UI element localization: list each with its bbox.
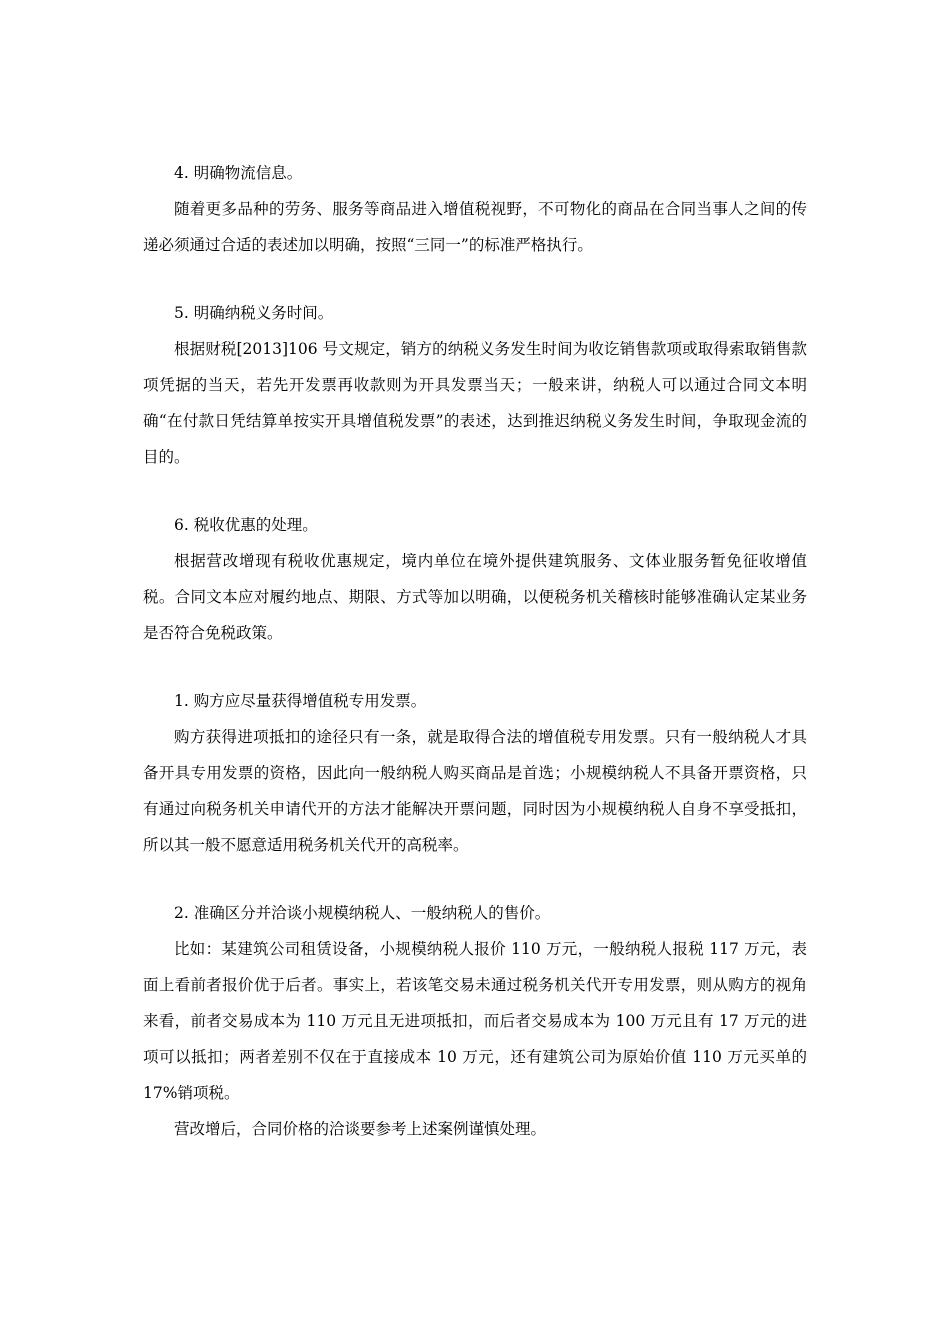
section-heading: 4. 明确物流信息。 [174,164,303,182]
paragraph: 根据营改增现有税收优惠规定，境内单位在境外提供建筑服务、文体业服务暂免征收增值税。合同文本应对履约地点、期限、方式等加以明确，以便税务机关稽核时能够准确认定某业务是否符合免税政策。 [143,552,807,642]
section-heading: 5. 明确纳税义务时间。 [174,304,334,322]
section-special-invoice [143,683,807,863]
paragraph: 购方获得进项抵扣的途径只有一条，就是取得合法的增值税专用发票。只有一般纳税人才具备开具专用发票的资格，因此向一般纳税人购买商品是首选；小规模纳税人不具备开票资格，只有通过向税务机关申请代开的方法才能解决开票问题，同时因为小规模纳税人自身不享受抵扣，所以其一般不愿意适用税务机关代开的高税率。 [143,728,807,854]
paragraph: 根据财税[2013]106 号文规定，销方的纳税义务发生时间为收讫销售款项或取得索取销售款项凭据的当天，若先开发票再收款则为开具发票当天；一般来讲，纳税人可以通过合同文本明确“在付款日凭结算单按实开具增值税发票”的表述，达到推迟纳税义务发生时间，争取现金流的目的。 [143,340,807,466]
section-heading: 2. 准确区分并洽谈小规模纳税人、一般纳税人的售价。 [174,904,551,922]
document-body [143,155,807,1179]
paragraph: 比如：某建筑公司租赁设备，小规模纳税人报价 110 万元，一般纳税人报税 117 万元，表面上看前者报价优于后者。事实上，若该笔交易未通过税务机关代开专用发票，则从购方的视角来看，前者交易成本为 110 万元且无进项抵扣，而后者交易成本为 100 万元且有 17 万元的进项可以抵扣；两者差别不仅在于直接成本 10 万元，还有建筑公司为原始价值 110 万元买单的 17%销项税。 [143,940,807,1102]
section-heading: 1. 购方应尽量获得增值税专用发票。 [174,692,427,710]
section-price-negotiation [143,895,807,1147]
section-logistics-info [143,155,807,263]
section-tax-obligation-time [143,295,807,475]
paragraph: 随着更多品种的劳务、服务等商品进入增值税视野，不可物化的商品在合同当事人之间的传递必须通过合适的表述加以明确，按照“三同一”的标准严格执行。 [143,200,807,254]
section-heading: 6. 税收优惠的处理。 [174,516,318,534]
paragraph: 营改增后，合同价格的洽谈要参考上述案例谨慎处理。 [174,1120,547,1138]
section-tax-incentives [143,507,807,651]
